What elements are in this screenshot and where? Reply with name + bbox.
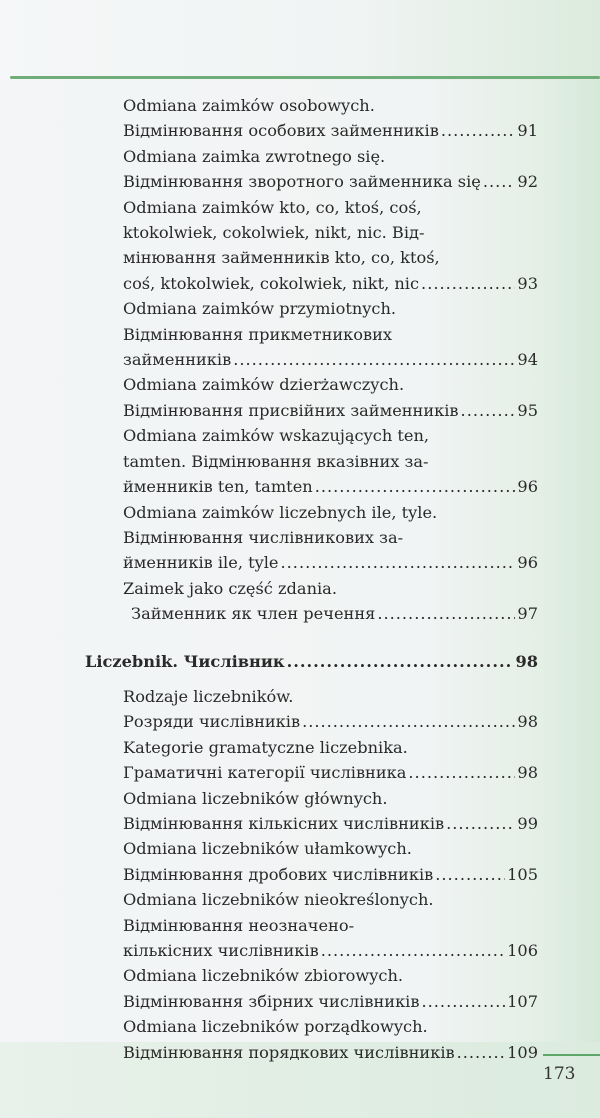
toc-entry-page: 98 — [517, 763, 538, 783]
toc-entry[interactable] — [85, 576, 538, 627]
page-header-band — [0, 0, 600, 80]
toc-entry-text: ktokolwiek, cokolwiek, nikt, nic. Від- — [123, 223, 425, 243]
toc-entry-text: Відмінювання збірних числівників — [123, 991, 420, 1011]
toc-entry-line — [123, 195, 538, 220]
toc-entry-page: 93 — [517, 273, 538, 293]
toc-entry-last-line — [123, 811, 538, 836]
toc-entry-page: 96 — [517, 477, 538, 497]
toc-entry-last-line — [123, 271, 538, 296]
toc-entry[interactable] — [85, 887, 538, 963]
toc-entry-text: мінювання займенників kto, co, ktoś, — [123, 248, 440, 268]
dot-leader — [461, 398, 516, 423]
toc-entry-line — [123, 449, 538, 474]
dot-leader — [281, 550, 516, 575]
toc-entry-line — [123, 423, 538, 448]
toc-entry-page: 107 — [507, 991, 538, 1011]
toc-entry-line — [123, 525, 538, 550]
table-of-contents — [85, 93, 538, 1065]
toc-entry[interactable] — [85, 423, 538, 499]
dot-leader — [421, 989, 505, 1014]
dot-leader — [287, 649, 514, 674]
toc-entry[interactable] — [85, 963, 538, 1014]
toc-entry-text: Займенник як член речення — [131, 604, 376, 624]
toc-entry-last-line — [123, 601, 538, 626]
toc-entry-line — [123, 220, 538, 245]
toc-entry[interactable] — [85, 195, 538, 297]
toc-entry-page: 98 — [517, 712, 538, 732]
toc-entry-last-line — [123, 550, 538, 575]
dot-leader — [302, 709, 515, 734]
toc-entry-text: Відмінювання присвійних займенників — [123, 400, 459, 420]
toc-entry-last-line — [123, 398, 538, 423]
footer-rule — [543, 1054, 600, 1056]
dot-leader — [315, 474, 516, 499]
toc-entry-text: Відмінювання порядкових числівників — [123, 1042, 455, 1062]
dot-leader — [377, 601, 515, 626]
toc-entry[interactable] — [85, 836, 538, 887]
toc-entry-text: кількісних числівників — [123, 941, 319, 960]
heading-page: 98 — [515, 651, 538, 671]
toc-entry-text: Відмінювання кількісних числівників — [123, 813, 445, 833]
toc-entry-text: Граматичні категорії числівника — [123, 763, 407, 783]
toc-entry-line — [123, 836, 538, 861]
toc-entry-last-line — [123, 989, 538, 1014]
toc-entry-page: 97 — [517, 604, 538, 624]
toc-entry-text: Odmiana liczebników ułamkowych. — [123, 839, 412, 859]
toc-entry-line — [123, 684, 538, 709]
toc-entry-text: Odmiana zaimków liczebnych ile, tyle. — [123, 502, 438, 522]
toc-entry-page: 91 — [517, 121, 538, 141]
toc-entry[interactable] — [85, 1014, 538, 1065]
toc-entry-last-line — [123, 709, 538, 734]
toc-entry-text: Odmiana zaimków wskazujących ten, — [123, 426, 430, 446]
toc-entry[interactable] — [85, 735, 538, 786]
toc-entry-text: coś, ktokolwiek, cokolwiek, nikt, nic — [123, 273, 420, 293]
toc-entry-last-line — [123, 169, 538, 194]
toc-section-numerals — [85, 684, 538, 1065]
toc-entry-text: йменників ten, tamten — [123, 477, 313, 497]
toc-entry-line — [123, 372, 538, 397]
dot-leader — [321, 938, 505, 963]
toc-entry[interactable] — [85, 296, 538, 372]
toc-entry-line — [123, 500, 538, 525]
toc-entry-line — [123, 322, 538, 347]
toc-entry-page: 94 — [517, 350, 538, 370]
dot-leader — [457, 1040, 505, 1065]
toc-entry-text: Відмінювання дробових числівників — [123, 864, 434, 884]
toc-entry-text: Odmiana zaimków kto, co, ktoś, coś, — [123, 197, 422, 217]
dot-leader — [421, 271, 515, 296]
dot-leader — [435, 862, 505, 887]
toc-entry-page: 109 — [507, 1042, 538, 1062]
toc-entry-text: йменників ile, tyle — [123, 553, 279, 573]
toc-entry-last-line — [123, 938, 538, 963]
toc-entry-text: Odmiana liczebników zbiorowych. — [123, 966, 404, 986]
toc-entry-last-line — [123, 118, 538, 143]
toc-entry-text: Odmiana liczebników porządkowych. — [123, 1017, 428, 1037]
toc-entry-text: tamten. Відмінювання вказівних за- — [123, 451, 429, 471]
toc-entry-text: Відмінювання зворотного займенника się — [123, 172, 481, 192]
toc-entry-text: Odmiana liczebników głównych. — [123, 788, 388, 808]
toc-entry-text: Zaimek jako część zdania. — [123, 578, 337, 598]
toc-entry-line — [123, 576, 538, 601]
toc-section-pronouns — [85, 93, 538, 627]
toc-entry[interactable] — [85, 93, 538, 144]
dot-leader — [233, 347, 515, 372]
toc-entry-text: Odmiana zaimków przymiotnych. — [123, 299, 397, 319]
toc-entry[interactable] — [85, 500, 538, 576]
toc-entry-line — [123, 913, 538, 938]
dot-leader — [441, 118, 516, 143]
toc-entry-text: Відмінювання числівникових за- — [123, 527, 404, 547]
toc-entry-line — [123, 1014, 538, 1039]
toc-entry-text: Rodzaje liczebników. — [123, 686, 294, 706]
toc-entry-line — [123, 963, 538, 988]
toc-entry-last-line — [123, 760, 538, 785]
dot-leader — [483, 169, 516, 194]
toc-entry-text: Розряди числівників — [123, 712, 301, 732]
toc-entry-text: Відмінювання особових займенників — [123, 121, 439, 141]
toc-entry-text: Odmiana zaimków osobowych. — [123, 96, 375, 115]
toc-entry[interactable] — [85, 684, 538, 735]
toc-entry[interactable] — [85, 786, 538, 837]
toc-heading-numeral[interactable] — [85, 649, 538, 674]
toc-entry-page: 99 — [517, 813, 538, 833]
toc-entry-page: 95 — [517, 400, 538, 420]
toc-entry[interactable] — [85, 144, 538, 195]
toc-entry-text: Kategorie gramatyczne liczebnika. — [123, 737, 408, 757]
toc-entry-text: Odmiana zaimków dzierżawczych. — [123, 375, 405, 395]
toc-entry-text: Odmiana liczebników nieokreślonych. — [123, 890, 434, 910]
toc-entry-text: Odmiana zaimka zwrotnego się. — [123, 146, 386, 166]
page-number: 173 — [543, 1064, 576, 1084]
toc-entry-last-line — [123, 862, 538, 887]
heading-title: Liczebnik. Числівник — [85, 651, 285, 671]
toc-entry-last-line — [123, 474, 538, 499]
toc-entry-text: Відмінювання прикметникових — [123, 324, 393, 344]
toc-entry-last-line — [123, 347, 538, 372]
toc-entry-line — [123, 735, 538, 760]
dot-leader — [446, 811, 515, 836]
toc-entry-line — [123, 296, 538, 321]
toc-entry[interactable] — [85, 372, 538, 423]
toc-entry-line — [123, 245, 538, 270]
toc-entry-line — [123, 144, 538, 169]
toc-entry-line — [123, 786, 538, 811]
toc-entry-page: 105 — [507, 864, 538, 884]
toc-entry-line — [123, 887, 538, 912]
toc-entry-page: 106 — [507, 941, 538, 960]
toc-entry-line — [123, 93, 538, 118]
toc-entry-text: Відмінювання неозначено- — [123, 915, 355, 935]
toc-entry-text: займенників — [123, 350, 232, 370]
toc-entry-page: 92 — [517, 172, 538, 192]
header-rule — [10, 76, 600, 79]
toc-entry-last-line — [123, 1040, 538, 1065]
toc-entry-page: 96 — [517, 553, 538, 573]
dot-leader — [408, 760, 515, 785]
